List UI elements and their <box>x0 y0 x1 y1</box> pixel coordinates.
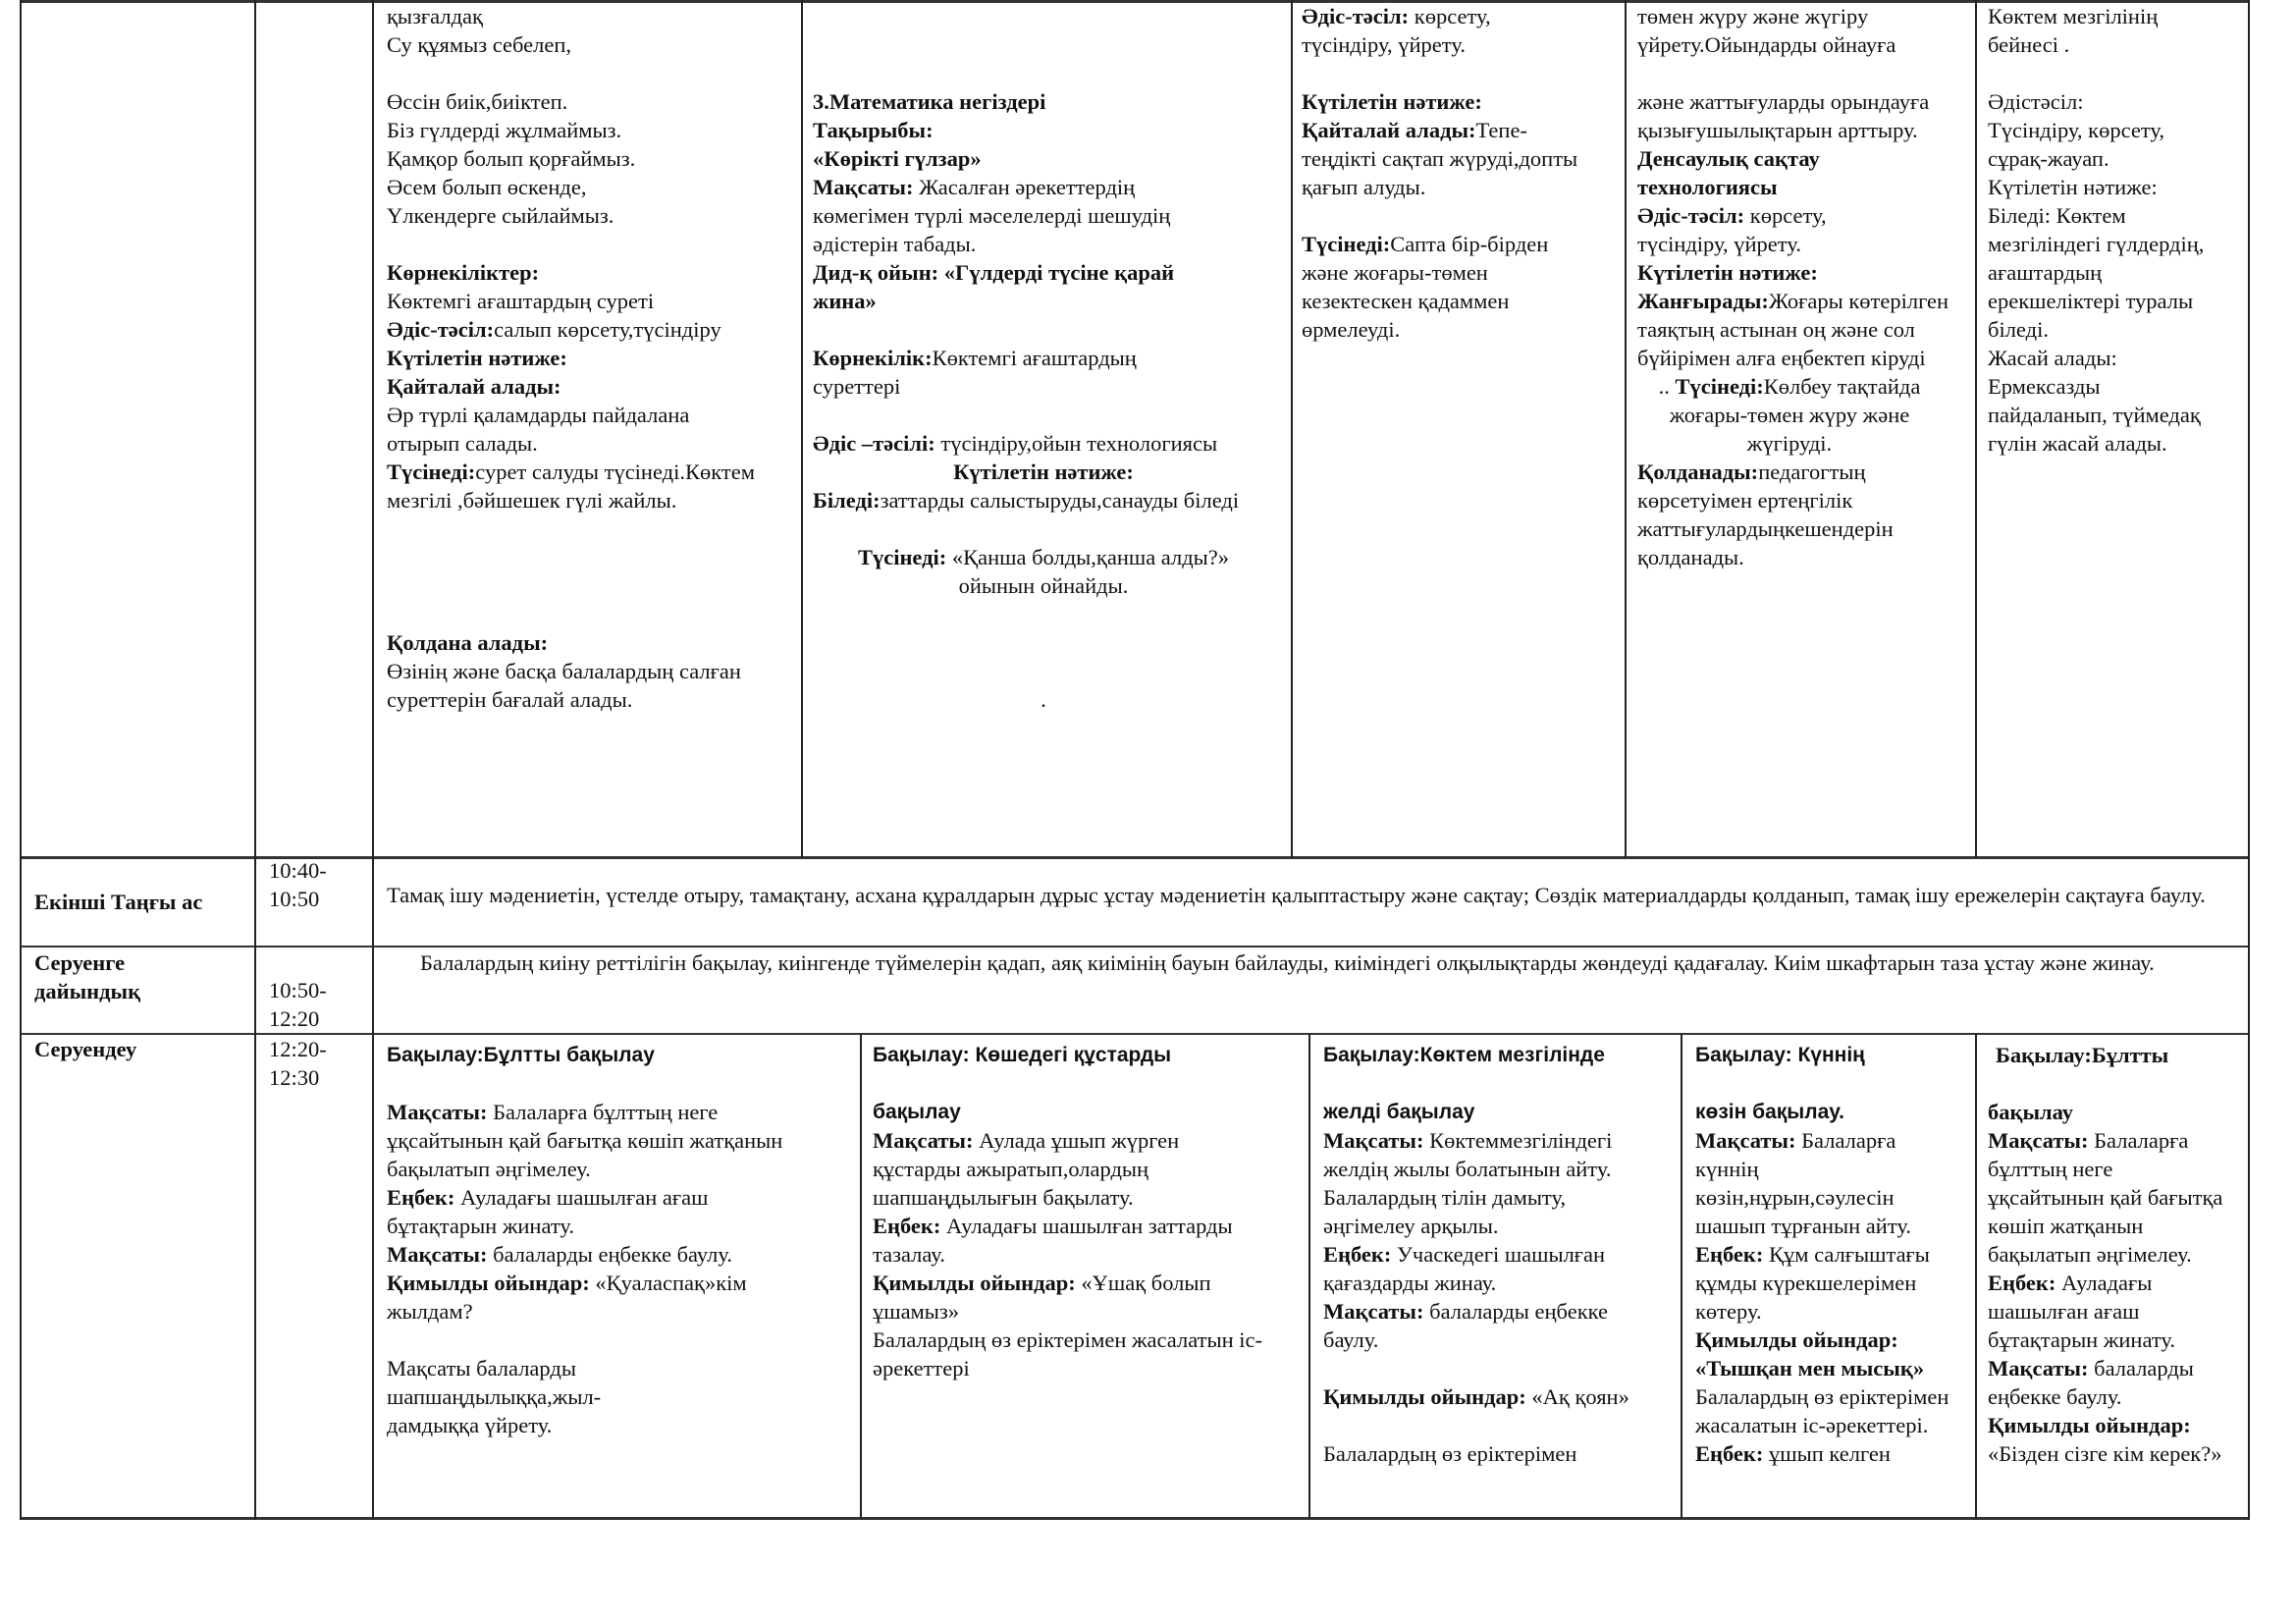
item-label: Мақсаты: <box>1323 1128 1424 1153</box>
row-divider <box>20 946 2249 947</box>
goal-text: Жасалған әрекеттердің көмегімен түрлі мәселелерді шешудің әдістерін табады. <box>813 175 1171 256</box>
item-text: Балаларға бұлттың неге ұқсайтынын қай бағытқа көшіп жатқанын бақылатып әңгімелеу. <box>387 1100 783 1181</box>
text-line: Әдістәсіл: <box>1988 89 2084 114</box>
observation-item <box>1323 1297 1647 1354</box>
observation-title-cont: көзін бақылау. <box>1695 1101 1844 1123</box>
text-line <box>1988 59 2248 87</box>
method-text: салып көрсету,түсіндіру <box>494 317 721 342</box>
text-line: Біледі: Көктем <box>1988 203 2126 228</box>
method-line <box>1637 201 1883 258</box>
text-line: Қамқор болып қорғаймыз. <box>387 146 636 171</box>
uses-line <box>1637 458 1951 571</box>
cell-pe-activity <box>1292 2 1625 856</box>
reproduce-line <box>1637 287 1951 372</box>
visual-line <box>813 344 1205 401</box>
item-label: Қимылды ойындар: <box>1323 1384 1526 1409</box>
knows-line <box>813 486 1245 514</box>
repeat-label: Қайталай алады: <box>387 374 561 399</box>
text-line: Үлкендерге сыйлаймыз. <box>387 203 614 228</box>
goal-label: Мақсаты: <box>813 175 914 199</box>
apply-label: Қолдана алады: <box>387 630 549 655</box>
item-text: Учаскедегі шашылған қағаздарды жинау. <box>1323 1242 1606 1295</box>
observation-title-cont: бақылау <box>1988 1100 2074 1124</box>
cell-art-activity <box>373 2 801 856</box>
routine-name: Екінші Таңғы ас <box>34 890 203 914</box>
item-label: Мақсаты: <box>387 1100 488 1124</box>
method-line <box>813 429 1291 458</box>
time-second-breakfast <box>255 856 372 945</box>
table-bottom-border <box>20 1517 2249 1520</box>
time-end: 12:20 <box>269 1006 320 1031</box>
method-line <box>1302 2 1537 59</box>
col-divider <box>20 0 22 1520</box>
walk-day-3 <box>1309 1035 1681 1516</box>
method-text: түсіндіру,ойын технологиясы <box>940 431 1218 456</box>
observation-item <box>873 1126 1265 1212</box>
method-label: Әдіс –тәсілі: <box>813 431 935 456</box>
visual-label: Көрнекіліктер: <box>387 260 540 285</box>
item-label: Қимылды ойындар: <box>873 1271 1076 1295</box>
text-line: Түсіндіру, көрсету, <box>1988 118 2165 142</box>
item-label: Қимылды ойындар: «Тышқан мен мысық» <box>1695 1327 1925 1380</box>
text-line: Жасай алады: <box>1988 346 2117 370</box>
row-label-walk-prep <box>21 948 254 1033</box>
observation-item <box>387 1098 819 1183</box>
observation-title: Бақылау:Көктем мезгілінде <box>1323 1044 1605 1066</box>
item-text: Құм салғыштағы құмды күрекшелерімен көтеру. <box>1695 1242 1930 1324</box>
method-line <box>387 315 801 344</box>
observation-item <box>1323 1126 1647 1240</box>
observation-title-cont: желді бақылау <box>1323 1101 1475 1123</box>
time-start: 12:20- <box>269 1037 327 1061</box>
text-line: Су құямыз себелеп, <box>387 32 571 57</box>
item-label: Еңбек: <box>1988 1271 2056 1295</box>
understand-line <box>387 458 770 514</box>
knows-text: заттарды салыстыруды,санауды біледі <box>880 488 1240 513</box>
method-text: көрсету, түсіндіру, үйрету. <box>1637 203 1827 256</box>
observation-title: Бақылау: Көшедегі құстарды <box>873 1044 1172 1066</box>
item-text: «Ұшақ болып ұшамыз» <box>873 1271 1211 1324</box>
text-line: Біз гүлдерді жұлмаймыз. <box>387 118 622 142</box>
understand-prefix: .. <box>1658 374 1670 399</box>
desc-walk-prep <box>373 948 2248 1033</box>
observation-item <box>387 1240 819 1269</box>
text-line: ағаштардың <box>1988 260 2103 285</box>
text-line: ерекшеліктері туралы <box>1988 289 2194 313</box>
observation-item <box>1988 1354 2233 1411</box>
topic-label: Тақырыбы: <box>813 118 934 142</box>
time-walk-prep <box>255 976 372 1035</box>
text-line: біледі. <box>1988 317 2049 342</box>
observation-item <box>1323 1382 1647 1411</box>
item-text: ұшып келген <box>1763 1441 1891 1466</box>
walk-day-5 <box>1976 1035 2248 1516</box>
text-line: Өссін биік,биіктеп. <box>387 89 568 114</box>
item-text: Ауладағы шашылған заттарды тазалау. <box>873 1214 1233 1267</box>
item-text: балаларды еңбекке баулу. <box>487 1242 733 1267</box>
understand-label: Түсінеді: <box>387 460 476 484</box>
understand-label: Түсінеді: <box>1675 374 1764 399</box>
observation-item <box>387 1183 819 1240</box>
method-label: Әдіс-тәсіл: <box>1637 203 1745 228</box>
observation-item <box>1988 1269 2233 1354</box>
knows-label: Біледі: <box>813 488 881 513</box>
understand-line <box>813 543 1274 600</box>
routine-name: Серуендеу <box>34 1037 137 1061</box>
time-start: 10:40- <box>269 858 327 883</box>
text-line: мезгіліндегі гүлдердің, <box>1988 232 2205 256</box>
topic-title: «Көрікті гүлзар» <box>813 146 982 171</box>
text-line: қызғалдақ <box>387 4 483 28</box>
didactic-game: Дид-қ ойын: «Гүлдерді түсіне қарай жина» <box>813 260 1175 313</box>
item-text: балаларды еңбекке баулу. <box>1323 1299 1608 1352</box>
poem-lines <box>387 2 801 258</box>
understand-line <box>1637 372 1942 458</box>
row-label-walk <box>21 1035 254 1094</box>
routine-description: Тамақ ішу мәдениетін, үстелде отыру, тамақтану, асхана құралдарын дұрыс ұстау мәдениетін қалыптастыру және сақтау; Сөздік материалдарды қолданып, тамақ ішу ережелерін сақтауға баулу. <box>387 883 2206 907</box>
craft-lines <box>1988 2 2248 458</box>
text-line: Күтілетін нәтиже: <box>1988 175 2158 199</box>
item-label: Еңбек: <box>1695 1242 1764 1267</box>
repeat-line <box>1302 116 1596 201</box>
item-label: Мақсаты: <box>1323 1299 1424 1324</box>
understand-text: Сапта бір-бірден және жоғары-төмен кезектескен қадаммен өрмелеуді. <box>1302 232 1549 342</box>
observation-title: Бақылау: Күннің <box>1695 1044 1865 1066</box>
observation-item <box>1323 1240 1647 1297</box>
observation-title: Бақылау:Бұлтты <box>1996 1043 2169 1067</box>
item-label: Еңбек: <box>1323 1242 1392 1267</box>
observation-item <box>1695 1126 1960 1240</box>
item-text: Балалардың өз еріктерімен жасалатын іс-әрекеттері. <box>1695 1384 1949 1437</box>
text-line <box>387 230 801 258</box>
item-text: «Қуаласпақ»кім жылдам? <box>387 1271 747 1324</box>
uses-label: Қолданады: <box>1637 460 1759 484</box>
routine-name: Серуенге дайындық <box>34 950 141 1003</box>
method-text: көрсету, түсіндіру, үйрету. <box>1302 4 1491 57</box>
item-label: Қимылды ойындар: <box>387 1271 590 1295</box>
method-label: Әдіс-тәсіл: <box>1302 4 1410 28</box>
item-label: Еңбек: <box>873 1214 941 1238</box>
item-text: балаларды еңбекке баулу. <box>1988 1356 2194 1409</box>
intro-text-2: және жаттығуларды орындауға қызығушылықтарын арттыру. <box>1637 89 1930 142</box>
understand-text: сурет салуды түсінеді.Көктем мезгілі ,бәйшешек гүлі жайлы. <box>387 460 755 513</box>
observation-item <box>1988 1411 2233 1468</box>
cell-pe-continued <box>1626 2 1975 856</box>
item-text: Көктеммезгіліндегі желдің жылы болатынын айту. Балалардың тілін дамыту, әңгімелеу арқылы. <box>1323 1128 1613 1238</box>
observation-item <box>1695 1326 1960 1439</box>
cell-math-activity <box>802 2 1291 856</box>
item-text: Балаларға күннің көзін,нұрын,сәулесін шашып тұрғанын айту. <box>1695 1128 1911 1238</box>
expected-label: Күтілетін нәтиже: <box>1302 89 1482 114</box>
math-subject: 3.Математика негіздері <box>813 89 1046 114</box>
item-label: Мақсаты: <box>387 1242 488 1267</box>
observation-item <box>873 1212 1265 1269</box>
repeat-label: Қайталай алады: <box>1302 118 1476 142</box>
understand-label: Түсінеді: <box>857 545 947 569</box>
item-label: Қимылды ойындар: <box>1988 1413 2191 1437</box>
text-line: бейнесі . <box>1988 32 2070 57</box>
time-end: 12:30 <box>269 1065 320 1090</box>
method-label: Әдіс-тәсіл: <box>387 317 495 342</box>
routine-description: Балалардың киіну реттілігін бақылау, киінгенде түймелерін қадап, аяқ киімінің бауын байлауды, киіміндегі олқылықтарды жөндеуді қадағалау. Киім шкафтарын таза ұстау және жинау. <box>420 950 2155 975</box>
item-text: «Бізден сізге кім керек?» <box>1988 1441 2222 1466</box>
uses-text: педагогтың көрсетуімен ертеңгілік жаттығулардыңкешендерін қолданады. <box>1637 460 1894 569</box>
text-line: Әсем болып өскенде, <box>387 175 587 199</box>
health-tech-label: Денсаулық сақтау технологиясы <box>1637 146 1820 199</box>
text-line: гүлін жасай алады. <box>1988 431 2167 456</box>
item-label: Мақсаты: <box>1988 1356 2089 1380</box>
goal-line <box>813 173 1225 258</box>
row-label-second-breakfast <box>21 859 254 946</box>
item-label: Мақсаты: <box>1988 1128 2089 1153</box>
understand-text: Көлбеу тақтайда жоғары-төмен жүру және жүгіруді. <box>1669 374 1921 456</box>
expected-label: Күтілетін нәтиже: <box>387 346 567 370</box>
col-divider <box>2248 0 2250 1520</box>
text-line <box>387 59 801 87</box>
observation-note: Мақсаты балаларды шапшаңдылыққа,жыл-дамдыққа үйрету. <box>387 1356 602 1437</box>
observation-note: Балалардың өз еріктерімен жасалатын іс-әрекеттері <box>873 1327 1262 1380</box>
observation-title: Бақылау:Бұлтты бақылау <box>387 1044 655 1066</box>
desc-second-breakfast <box>373 881 2248 946</box>
item-text: «Ақ қоян» <box>1525 1384 1629 1409</box>
intro-text: төмен жүру және жүгіру үйрету.Ойындарды ойнауға <box>1637 4 1896 57</box>
observation-item <box>1695 1240 1960 1326</box>
text-line: пайдаланып, түймедақ <box>1988 403 2201 427</box>
item-label: Мақсаты: <box>873 1128 974 1153</box>
apply-text: Өзінің және басқа балалардың салған суреттерін бағалай алады. <box>387 659 741 712</box>
time-walk <box>255 1035 372 1094</box>
observation-item <box>387 1269 819 1326</box>
walk-day-1 <box>373 1035 860 1516</box>
repeat-text: Әр түрлі қаламдарды пайдалана отырып салады. <box>387 403 690 456</box>
trailing-dot: . <box>1041 687 1046 712</box>
walk-day-2 <box>861 1035 1308 1516</box>
text-line: сұрақ-жауап. <box>1988 146 2109 171</box>
item-text: Аулада ұшып жүрген құстарды ажыратып,олардың шапшаңдылығын бақылату. <box>873 1128 1180 1210</box>
repeat-text: Тепе-теңдікті сақтап жүруді,допты қағып алуды. <box>1302 118 1578 199</box>
expected-label: Күтілетін нәтиже: <box>1637 260 1818 285</box>
visual-text: Көктемгі ағаштардың суреттері <box>813 346 1137 399</box>
observation-title-cont: бақылау <box>873 1101 961 1123</box>
text-line: Көктем мезгілінің <box>1988 4 2159 28</box>
understand-line <box>1302 230 1586 344</box>
item-label: Мақсаты: <box>1695 1128 1796 1153</box>
observation-item <box>1695 1439 1960 1468</box>
item-text: Балаларға бұлттың неге ұқсайтынын қай бағытқа көшіп жатқанын бақылатып әңгімелеу. <box>1988 1128 2223 1267</box>
reproduce-text: Жоғары көтерілген таяқтың астынан оң және сол бүйірімен алға еңбектеп кіруді <box>1637 289 1949 370</box>
observation-note: Балалардың өз еріктерімен <box>1323 1441 1577 1466</box>
reproduce-label: Жанғырады: <box>1637 289 1769 313</box>
understand-label: Түсінеді: <box>1302 232 1391 256</box>
item-text: Ауладағы шашылған ағаш бұтақтарын жинату. <box>387 1185 709 1238</box>
time-end: 10:50 <box>269 887 320 911</box>
item-text: Ауладағы шашылған ағаш бұтақтарын жинату. <box>1988 1271 2176 1352</box>
col-divider <box>254 0 256 1520</box>
time-start: 10:50- <box>269 978 327 1002</box>
expected-label: Күтілетін нәтиже: <box>953 460 1134 484</box>
item-label: Еңбек: <box>1695 1441 1764 1466</box>
observation-item <box>873 1269 1265 1326</box>
cell-craft-activity <box>1976 2 2248 856</box>
text-line: Ермексазды <box>1988 374 2101 399</box>
walk-day-4 <box>1682 1035 1975 1516</box>
visual-text: Көктемгі ағаштардың суреті <box>387 289 655 313</box>
understand-text: «Қанша болды,қанша алды?» ойынын ойнайды. <box>951 545 1230 598</box>
visual-label: Көрнекілік: <box>813 346 933 370</box>
observation-item <box>1988 1126 2233 1269</box>
item-label: Еңбек: <box>387 1185 455 1210</box>
